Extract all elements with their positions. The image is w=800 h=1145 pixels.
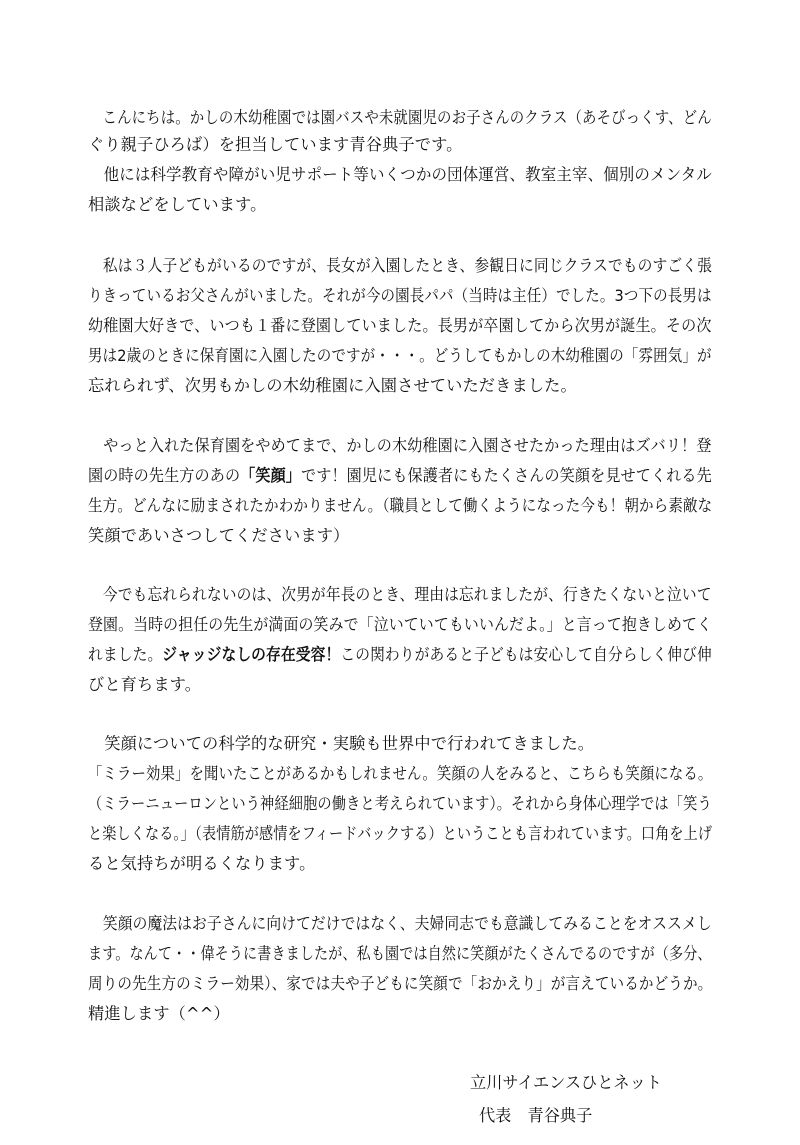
paragraph-5-line-4: と楽しくなる。」（表情筋が感情をフィードバックする）ということも言われています。口角を上げ xyxy=(88,824,713,843)
paragraph-2-line-2: りきっているお父さんがいました。それが今の園長パパ（当時は主任）でした。3つ下の長男は xyxy=(88,286,712,305)
paragraph-3-line-2-text-a: 園の時の先生方のあの xyxy=(88,466,241,485)
paragraph-6-line-4: 精進します（^^） xyxy=(88,1004,230,1023)
paragraph-1-line-3: 他には科学教育や障がい児サポート等いくつかの団体運営、教室主宰、個別のメンタル xyxy=(88,165,712,184)
paragraph-6-line-3: 周りの先生方のミラー効果）、家では夫や子どもに笑顔で「おかえり」が言えているかどうか。 xyxy=(88,974,713,993)
paragraph-1-line-1: こんにちは。かしの木幼稚園では園バスや未就園児のお子さんのクラス（あそびっくす、どん xyxy=(88,108,712,127)
paragraph-4-line-1: 今でも忘れられないのは、次男が年長のとき、理由は忘れましたが、行きたくないと泣いて xyxy=(88,585,712,604)
paragraph-2-line-4: 男は2歳のときに保育園に入園したのですが・・・。どうしてもかしの木幼稚園の「雰囲気」が xyxy=(88,346,712,365)
paragraph-4-line-3-text-b: この関わりがあると子どもは安心して自分らしく伸び伸 xyxy=(340,645,712,664)
paragraph-3-line-2-text-b: です！園児にも保護者にもたくさんの笑顔を見せてくれる先 xyxy=(301,466,712,485)
paragraph-1-line-2: ぐり親子ひろば）を担当しています青谷典子です。 xyxy=(88,135,463,154)
paragraph-3-line-3: 生方。どんなに励まされたかわかりません。（職員として働くようになった今も！朝から素敵な xyxy=(88,496,713,515)
paragraph-5-line-1: 笑顔についての科学的な研究・実験も世界中で行われてきました。 xyxy=(88,734,595,753)
paragraph-3-line-2 xyxy=(88,466,712,486)
paragraph-6-line-2: ます。なんて・・偉そうに書きましたが、私も園では自然に笑顔がたくさんでるのですが（多分、 xyxy=(88,944,712,963)
paragraph-3-line-4: 笑顔であいさつしてくださいます） xyxy=(88,526,350,545)
paragraph-3-line-1: やっと入れた保育園をやめてまで、かしの木幼稚園に入園させたかった理由はズバリ！登 xyxy=(88,436,712,455)
paragraph-6-line-1: 笑顔の魔法はお子さんに向けてだけではなく、夫婦同志でも意識してみることをオススメし xyxy=(88,914,712,933)
paragraph-2-line-1: 私は３人子どもがいるのですが、長女が入園したとき、参観日に同じクラスでものすごく張 xyxy=(88,256,713,275)
paragraph-1-line-4: 相談などをしています。 xyxy=(88,195,267,214)
emphasis-acceptance: ジャッジなしの存在受容！ xyxy=(162,645,341,664)
paragraph-2-line-5: 忘れられず、次男もかしの木幼稚園に入園させていただきました。 xyxy=(88,376,577,395)
paragraph-5-line-2: 「ミラー効果」を聞いたことがあるかもしれません。笑顔の人をみると、こちらも笑顔になる。 xyxy=(88,764,713,783)
signature-name: 代表 青谷典子 xyxy=(479,1106,593,1125)
paragraph-2-line-3: 幼稚園大好きで、いつも１番に登園していました。長男が卒園してから次男が誕生。その次 xyxy=(88,316,712,335)
paragraph-4-line-2: 登園。当時の担任の先生が満面の笑みで「泣いていてもいいんだよ。」と言って抱きしめてく xyxy=(88,615,713,634)
emphasis-smile: 「笑顔」 xyxy=(240,466,302,485)
signature-organization: 立川サイエンスひとネット xyxy=(470,1073,662,1092)
paragraph-4-line-3 xyxy=(88,645,712,665)
paragraph-5-line-3: （ミラーニューロンという神経細胞の働きと考えられています）。それから身体心理学では「笑う xyxy=(88,794,712,813)
paragraph-5-line-5: ると気持ちが明るくなります。 xyxy=(88,854,316,873)
paragraph-4-line-4: びと育ちます。 xyxy=(88,675,202,694)
paragraph-4-line-3-text-a: れました。 xyxy=(88,645,163,664)
